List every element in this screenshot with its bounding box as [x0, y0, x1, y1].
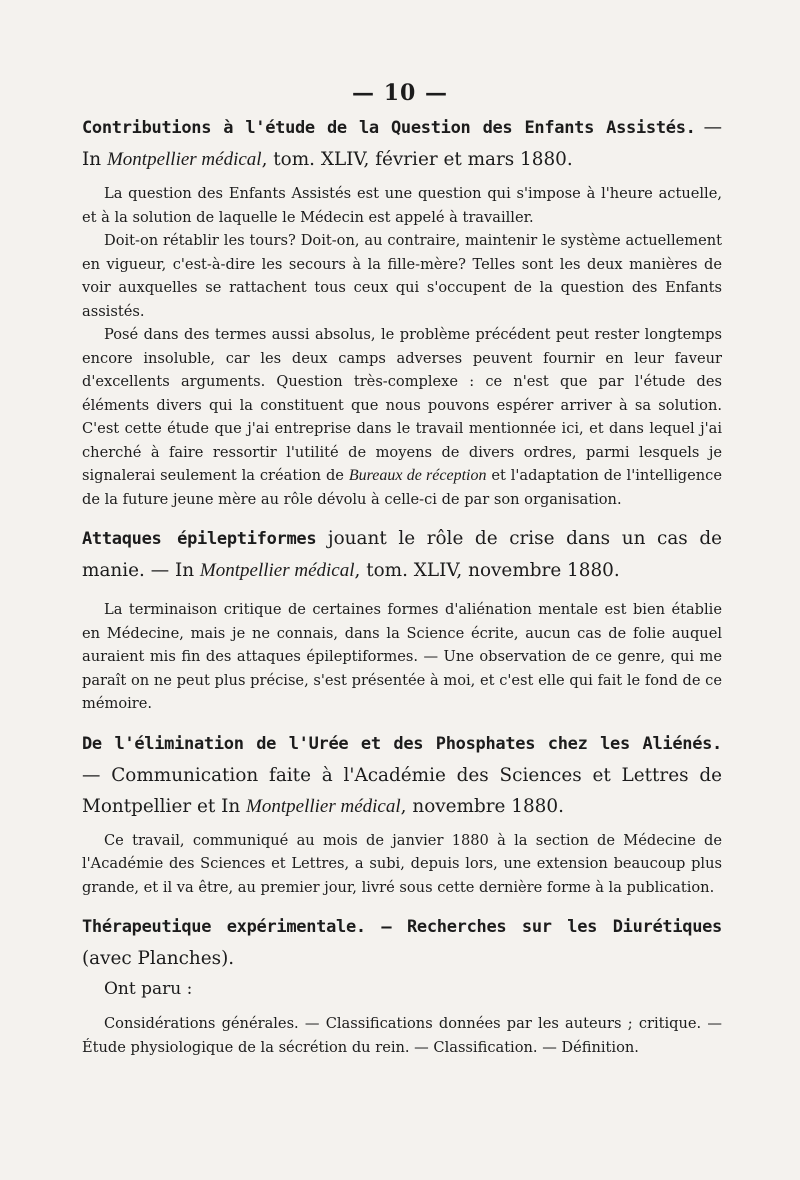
- entry-1-source-details: , tom. XLIV, février et mars 1880.: [261, 149, 573, 170]
- entry-4-heading: Thérapeutique expérimentale. — Recherches sur les Diurétiques: [82, 917, 722, 937]
- entry-1-heading: Contributions à l'étude de la Question des Enfants Assistés.: [82, 118, 696, 138]
- entry-2-source-details: , tom. XLIV, novembre 1880.: [354, 560, 620, 581]
- page-content: [82, 112, 722, 1059]
- entry-1-title: [82, 112, 722, 175]
- entry-1-paragraph-3-italic: Bureaux de réception: [348, 467, 487, 484]
- entry-1-source-prefix: — In: [82, 117, 722, 170]
- entry-3-paragraph: Ce travail, communiqué au mois de janvier 1880 à la section de Médecine de l'Académie des Sciences et Lettres, a subi, depuis lors, une extension beaucoup plus grande, et il va être, au premier jour, livré sous cette dernière forme à la publication.: [82, 831, 722, 896]
- entry-3-title-rest: — Communication faite à l'Académie des Sciences et Lettres de Montpellier et In: [82, 764, 722, 817]
- entry-3-source-details: , novembre 1880.: [400, 795, 564, 817]
- entry-2-journal: Montpellier médical: [199, 560, 355, 581]
- entry-1-paragraph-2: Doit-on rétablir les tours? Doit-on, au contraire, maintenir le système actuellement en vigueur, c'est-à-dire les secours à la fille-mère? Telles sont les deux manières de voir auxquelles se rattachent tous ceux qui s'occupent de la question des Enfants assistés.: [82, 232, 722, 320]
- entry-1-paragraph-3-text-b: et l'adaptation de l'intelligence de la future jeune mère au rôle dévolu à celle-ci de par son organisation.: [82, 467, 722, 508]
- entry-4-title: [82, 911, 722, 974]
- entry-3-journal: Montpellier médical: [246, 795, 401, 817]
- entry-1-journal: Montpellier médical: [106, 149, 262, 170]
- entry-1-paragraph-3: [82, 323, 722, 511]
- entry-2-paragraph: La terminaison critique de certaines formes d'aliénation mentale est bien établie en Médecine, mais je ne connais, dans la Science écrite, aucun cas de folie auquel auraient mis fin des attaques épileptiformes. — Une observation de ce genre, qui me paraît on ne peut plus précise, s'est présentée à moi, et c'est elle qui fait le fond de ce mémoire.: [82, 601, 722, 712]
- page-number: — 10 —: [352, 80, 448, 106]
- entry-2-title: [82, 523, 722, 586]
- entry-2-title-rest: jouant le rôle de crise dans un cas de manie. — In: [82, 528, 722, 581]
- entry-4-title-rest: (avec Planches).: [82, 948, 235, 969]
- ont-paru-label: Ont paru :: [104, 979, 193, 999]
- entry-3-heading: De l'élimination de l'Urée et des Phosphates chez les Aliénés.: [82, 733, 722, 754]
- entry-2-heading: Attaques épileptiformes: [82, 529, 317, 549]
- entry-3-title: [82, 728, 722, 822]
- entry-1-paragraph-3-text-a: Posé dans des termes aussi absolus, le problème précédent peut rester longtemps encore insoluble, car les deux camps adverses peuvent fournir en leur faveur d'excellents arguments. Question très-complexe : ce n'est que par l'étude des éléments divers qui la constituent que nous pouvons espérer arriver à sa solution. C'est cette étude que j'ai entreprise dans le travail mentionnée ici, et dans lequel j'ai cherché à faire ressortir l'utilité de moyens de divers ordres, parmi lesquels je signalerai seulement la création de: [82, 326, 722, 484]
- entry-1-paragraph-1: La question des Enfants Assistés est une question qui s'impose à l'heure actuelle, et à la solution de laquelle le Médecin est appelé à travailler.: [82, 185, 722, 226]
- entry-4-paragraph: Considérations générales. — Classifications données par les auteurs ; critique. — Étude physiologique de la sécrétion du rein. — Classification. — Définition.: [82, 1015, 722, 1056]
